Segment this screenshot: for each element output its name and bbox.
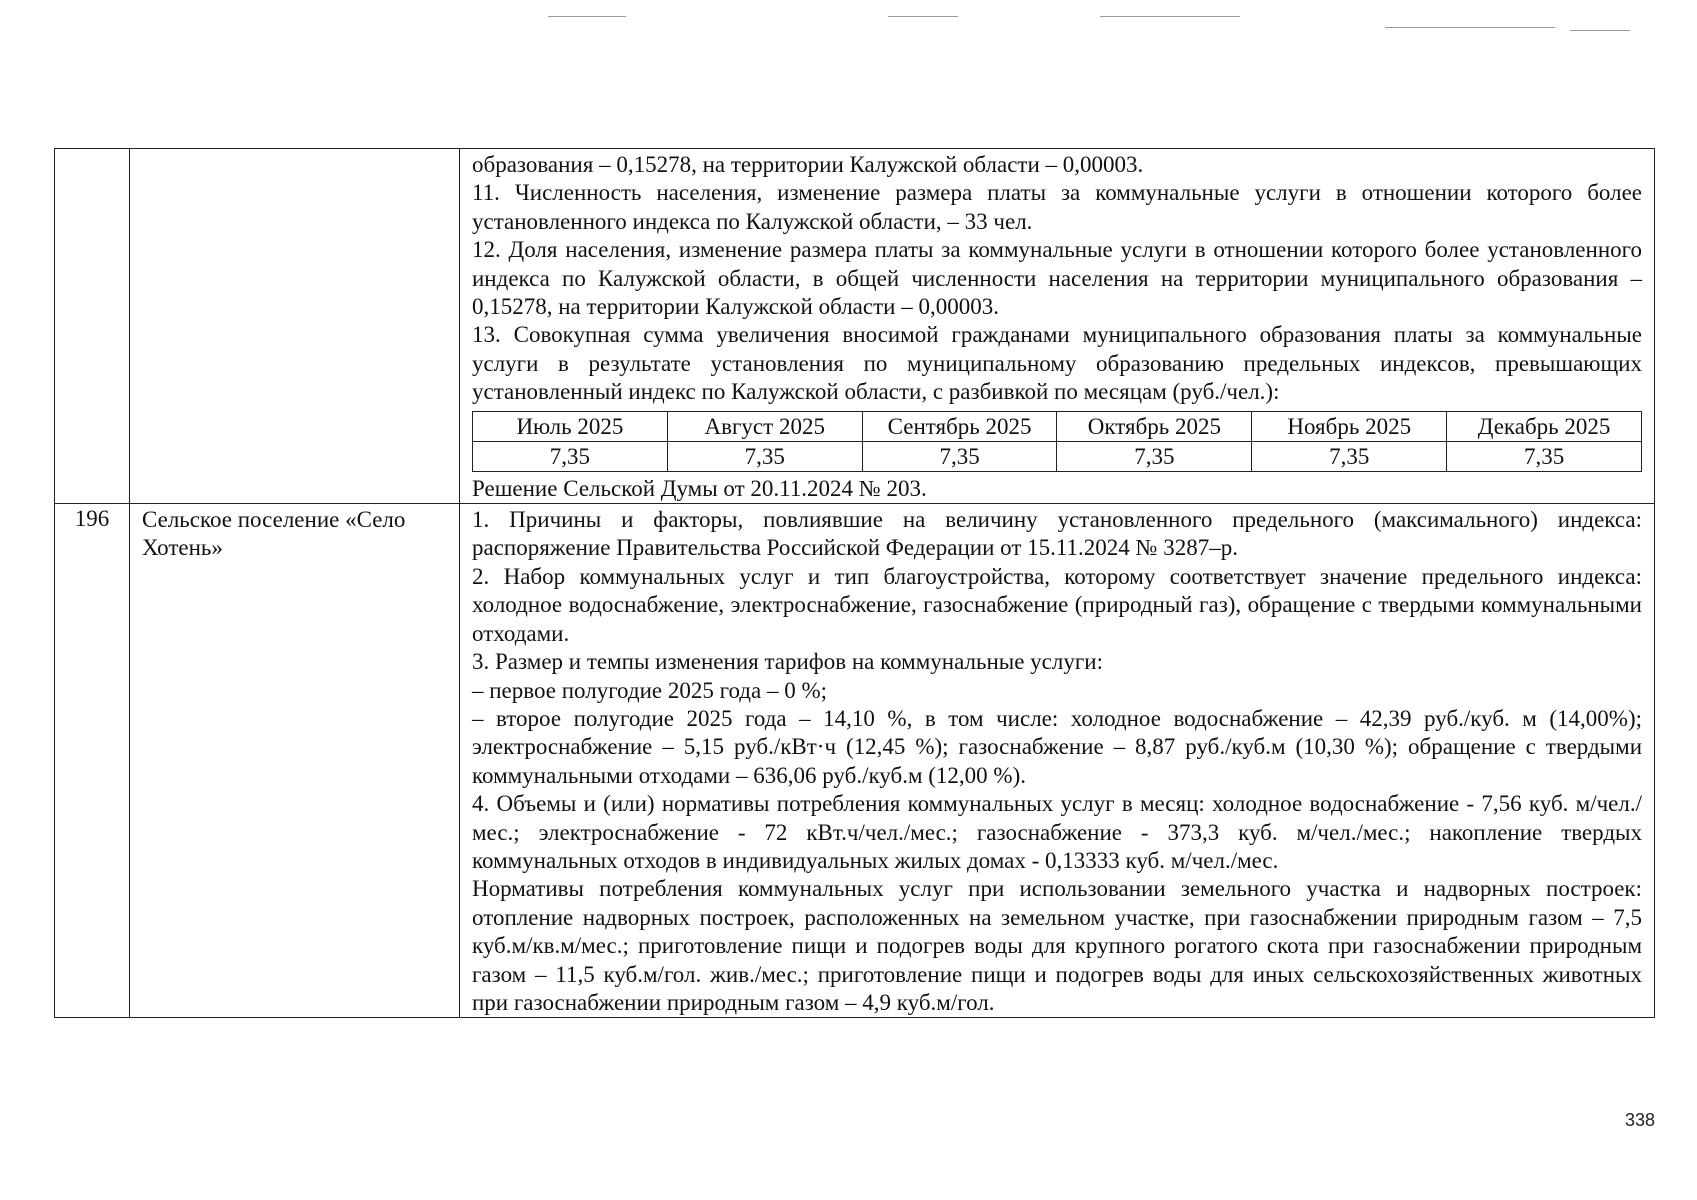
months-header-row — [473, 411, 1642, 441]
paragraph: Нормативы потребления коммунальных услуг при использовании земельного участка и надворных построек: отопление надворных построек, расположенных на земельном участке, при газоснабжении природным газом – 7,5 куб.м/кв.м/мес.; приготовление пищи и подогрев воды для крупного рогатого скота при газоснабжении природным газом – 11,5 куб.м/гол. жив./мес.; приготовление пищи и подогрев воды для иных сельскохозяйственных животных при газоснабжении природным газом – 4,9 куб.м/гол. — [472, 876, 1642, 1015]
row-number-cell — [55, 149, 130, 504]
month-value: 7,35 — [862, 441, 1057, 471]
paragraph: 13. Совокупная сумма увеличения вносимой гражданами муниципального образования платы за коммунальные услуги в результате установления по муниципальному образованию предельных индексов, превышающих установленный индекс по Калужской области, с разбивкой по месяцам (руб./чел.): — [472, 322, 1642, 405]
registry-table — [54, 148, 1655, 1018]
details-cell — [460, 504, 1655, 1018]
month-header: Июль 2025 — [473, 411, 668, 441]
month-value: 7,35 — [1252, 441, 1447, 471]
months-value-row — [473, 441, 1642, 471]
month-value: 7,35 — [1447, 441, 1642, 471]
month-header: Сентябрь 2025 — [862, 411, 1057, 441]
paragraph: 11. Численность населения, изменение размера платы за коммунальные услуги в отношении которого более установленного индекса по Калужской области, – 33 чел. — [472, 180, 1642, 234]
settlement-name: Сельское поселение «Село Хотень» — [142, 507, 406, 561]
decision-text: Решение Сельской Думы от 20.11.2024 № 203. — [472, 475, 927, 501]
paragraph: – второе полугодие 2025 года – 14,10 %, в том числе: холодное водоснабжение – 42,39 руб./куб. м (14,00%); электроснабжение – 5,15 руб./кВт·ч (12,45 %); газоснабжение – 8,87 руб./куб.м (10,30 %); обращение с твердыми коммунальными отходами – 636,06 руб./куб.м (12,00 %). — [472, 705, 1642, 788]
month-header: Ноябрь 2025 — [1252, 411, 1447, 441]
paragraph: 3. Размер и темпы изменения тарифов на коммунальные услуги: — [472, 649, 1103, 675]
monthly-increase-table — [472, 411, 1642, 472]
paragraph: – первое полугодие 2025 года – 0 %; — [472, 677, 828, 703]
paragraph: образования – 0,15278, на территории Калужской области – 0,00003. — [472, 152, 1144, 177]
month-value: 7,35 — [667, 441, 862, 471]
page-number: 338 — [1624, 1110, 1655, 1130]
table-row-196 — [55, 504, 1655, 1018]
paragraph: 2. Набор коммунальных услуг и тип благоустройства, которому соответствует значение предельного индекса: холодное водоснабжение, электроснабжение, газоснабжение (природный газ), обращение с твердыми коммунальными отходами. — [472, 563, 1642, 646]
paragraph: 12. Доля населения, изменение размера платы за коммунальные услуги в отношении которого более установленного индекса по Калужской области, в общей численности населения на территории муниципального образования – 0,15278, на территории Калужской области – 0,00003. — [472, 237, 1642, 320]
paragraph: 1. Причины и факторы, повлиявшие на величину установленного предельного (максимального) индекса: распоряжение Правительства Российской Федерации от 15.11.2024 № 3287–р. — [472, 507, 1642, 561]
month-value: 7,35 — [1057, 441, 1252, 471]
row-number: 196 — [74, 506, 110, 532]
row-number-cell — [55, 504, 130, 1018]
settlement-name-cell — [130, 504, 460, 1018]
table-row-continuation — [55, 149, 1655, 504]
month-header: Декабрь 2025 — [1447, 411, 1642, 441]
paragraph: 4. Объемы и (или) нормативы потребления коммунальных услуг в месяц: холодное водоснабжение - 7,56 куб. м/чел./мес.; электроснабжение - 72 кВт.ч/чел./мес.; газоснабжение - 373,3 куб. м/чел./мес.; накопление твердых коммунальных отходов в индивидуальных жилых домах - 0,13333 куб. м/чел./мес. — [472, 791, 1642, 873]
month-value: 7,35 — [473, 441, 668, 471]
month-header: Октябрь 2025 — [1057, 411, 1252, 441]
month-header: Август 2025 — [667, 411, 862, 441]
settlement-name-cell — [130, 149, 460, 504]
details-cell — [460, 149, 1655, 504]
